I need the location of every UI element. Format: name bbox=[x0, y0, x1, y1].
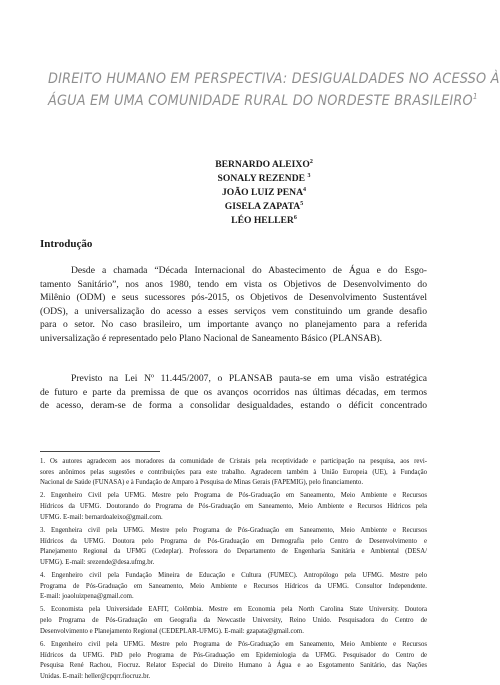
footnote-2: 2. Engenheiro Civil pela UFMG. Mestre pelo Programa de Pós-Graduação em Saneamento, Meio Ambiente e Recursos Hídricos da UFMG. Doutorando do Programa de Pós-Graduação em Saneamento, Meio Ambiente e Recursos Hídricos pela UFMG. E-mail: bernardoaleixo@gmail.com. bbox=[40, 492, 427, 521]
text-line: Previsto na Lei Nº 11.445/2007, o PLANSAB pauta-se em uma visão estratégica bbox=[71, 373, 427, 384]
footnote-divider bbox=[40, 451, 160, 452]
footnote-6: 6. Engenheiro civil pela UFMG. Mestre pelo Programa de Pós-Graduação em Saneamento, Meio Ambiente e Recursos Hídricos da UFMG. PhD pelo Programa de Pós-Graduação em Epidemiologia da UFMG. Pesquisador do Centro de Pesquisa René Rachou, Fiocruz. Relator Especial do Direito Humano à Água e ao Esgotamento Sanitário, das Nações Unidas. E-mail: heller@cpqrr.fiocruz.br. bbox=[40, 640, 427, 680]
footnote-3: 3. Engenheira civil pela UFMG. Mestre pelo Programa de Pós-Graduação em Saneamento, Meio Ambiente e Recursos Hídricos da UFMG. Doutora pelo Programa de Pós-Graduação em Demografia pelo Centro de Desenvolvimento e Planejamento Regional da UFMG (Cedeplar). Professora do Departamento de Engenharia Sanitária e Ambiental (DESA/ UFMG). E-mail: srezende@desa.ufmg.br. bbox=[40, 526, 427, 566]
text-line: Desde a chamada “Década Internacional do Abastecimento de Água e do Esgo- bbox=[71, 265, 427, 276]
body-paragraph-2 bbox=[40, 372, 427, 413]
text-line: Milênio (ODM) e seus sucessores pós-2015, os Objetivos de Desenvolvimento Sustentável bbox=[40, 292, 427, 304]
author-name: BERNARDO ALEIXO$^2$ bbox=[215, 159, 313, 171]
text-line: universalização é representado pelo Plano Nacional de Saneamento Básico (PLANSAB). bbox=[40, 332, 383, 344]
text-line: de acesso, deram-se de forma a consolidar desigualdades, estando o déficit concentrado bbox=[40, 400, 427, 412]
author-name: LÉO HELLER$^6$ bbox=[231, 214, 297, 227]
footnote-5: 5. Economista pela Universidade EAFIT, Colômbia. Mestre em Economia pela North Carolina State University. Doutora pelo Programa de Pós-Graduação em Geografia da Newcastle University, Reino Unido. Pesquisadora do Centro de Desenvolvimento e Planejamento Regional (CEDEPLAR-UFMG). E-mail: gzapata@gmail.com. bbox=[40, 606, 427, 635]
body-paragraph-1 bbox=[40, 264, 427, 346]
title-footnote-ref: 1 bbox=[472, 92, 478, 101]
author-list bbox=[164, 157, 364, 227]
author-name: SONALY REZENDE $^3$ bbox=[217, 172, 311, 185]
footnote-4: 4. Engenheiro civil pela Fundação Mineira de Educação e Cultura (FUMEC). Antropólogo pela UFMG. Mestre pelo Programa de Pós-Graduação em Saneamento, Meio Ambiente e Recursos Hídricos da UFMG. Consultor Independente. E-mail: joaoluizpena@gmail.com. bbox=[40, 572, 427, 601]
text-line: tamento Sanitário”, nos anos 1980, tendo em vista os Objetivos de Desenvolvimento do bbox=[40, 278, 427, 290]
text-line: de futuro e parte da premissa de que os avanços ocorridos nas últimas décadas, em termos bbox=[40, 386, 427, 398]
section-heading: Introdução bbox=[40, 238, 93, 250]
article-title-line-1: DIREITO HUMANO EM PERSPECTIVA: DESIGUALDADES NO ACESSO À bbox=[48, 71, 500, 87]
footnote-1: 1. Os autores agradecem aos moradores da comunidade de Cristais pela receptividade e participação na pesquisa, aos revi- sores anônimos pelas sugestões e contribuições para este trabalho. Agradecem também à União Europeia (UE), à Fundação Nacional de Saúde (FUNASA) e à Fundação de Amparo à Pesquisa de Minas Gerais (FAPEMIG), pelo financiamento. bbox=[40, 458, 427, 487]
author-name: JOÃO LUIZ PENA$^4$ bbox=[221, 186, 307, 199]
footnotes bbox=[40, 457, 427, 685]
text-line: (ODS), a universalização do acesso a esses serviços vem constituindo um grande desafio bbox=[40, 305, 427, 317]
text-line: para o setor. No caso brasileiro, um importante avanço no planejamento para a referida bbox=[40, 319, 427, 331]
author-name: GISELA ZAPATA$^5$ bbox=[224, 200, 304, 213]
article-title-line-2: ÁGUA EM UMA COMUNIDADE RURAL DO NORDESTE BRASILEIRO$^1$ bbox=[48, 92, 478, 109]
